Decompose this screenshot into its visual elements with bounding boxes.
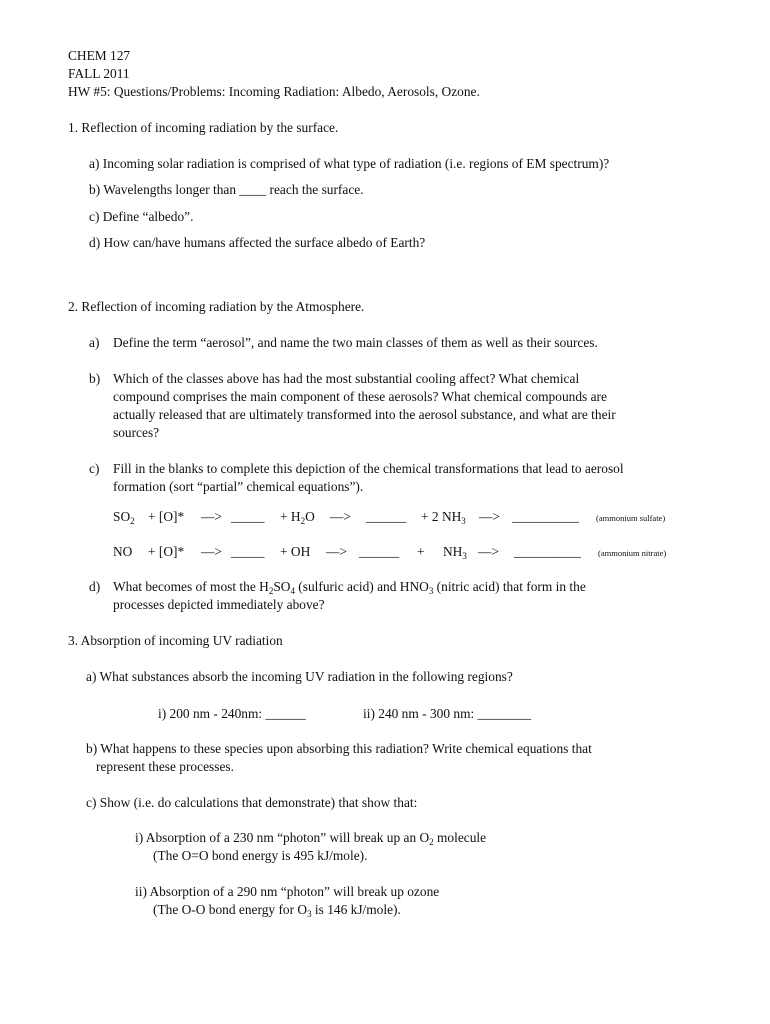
q3-c-ii-line-1: ii) Absorption of a 290 nm “photon” will break up ozone xyxy=(135,884,440,899)
q3-c-ii-line-2: (The O-O bond energy for $O_3$ is 146 kJ/mole). xyxy=(153,902,401,919)
q2-a-label: a) xyxy=(89,335,100,350)
q3-part-b-line-2: represent these processes. xyxy=(96,759,234,774)
q3-a-ii: ii) 240 nm - 300 nm: ________ xyxy=(363,706,532,721)
eq2-ammonia: $NH_3$ xyxy=(443,544,467,561)
eq1-ammonia: + 2 $NH_3$ xyxy=(421,509,466,526)
eq1-oxygen: + [O]* xyxy=(148,509,185,524)
eq1-so2: $SO_2$ xyxy=(113,509,135,526)
eq1-blank-1: _____ xyxy=(231,509,265,524)
eq1-arrow-3: —> xyxy=(479,509,500,524)
equation-sulfate xyxy=(113,508,135,526)
q1-part-a: a) Incoming solar radiation is comprised of what type of radiation (i.e. regions of EM spectrum)? xyxy=(89,156,610,171)
q2-b-line: Which of the classes above has had the most substantial cooling affect? What chemical xyxy=(113,371,580,386)
eq2-hydroxyl: + OH xyxy=(280,544,311,559)
eq1-arrow-1: —> xyxy=(201,509,222,524)
q2-c-line: Fill in the blanks to complete this depiction of the chemical transformations that lead to aerosol xyxy=(113,461,624,476)
q1-part-c: c) Define “albedo”. xyxy=(89,209,194,224)
q1-part-b: b) Wavelengths longer than ____ reach the surface. xyxy=(89,182,364,197)
q3-c-i-line-1: i) Absorption of a 230 nm “photon” will break up an $O_2$ molecule xyxy=(135,830,487,847)
eq2-oxygen: + [O]* xyxy=(148,544,185,559)
eq2-blank-2: ______ xyxy=(359,544,400,559)
eq1-blank-3: __________ xyxy=(512,509,579,524)
q2-b-line: compound comprises the main component of these aerosols? What chemical compounds are xyxy=(113,389,607,404)
eq1-note: (ammonium sulfate) xyxy=(596,513,666,523)
eq1-water: + $H_2O$ xyxy=(280,509,315,526)
q1-heading: 1. Reflection of incoming radiation by the surface. xyxy=(68,120,339,135)
q2-a-line: Define the term “aerosol”, and name the two main classes of them as well as their sources. xyxy=(113,335,598,350)
eq2-arrow-1: —> xyxy=(201,544,222,559)
homework-title: HW #5: Questions/Problems: Incoming Radiation: Albedo, Aerosols, Ozone. xyxy=(68,84,480,99)
q2-b-label: b) xyxy=(89,371,101,386)
eq2-arrow-2: —> xyxy=(326,544,347,559)
term: FALL 2011 xyxy=(68,66,130,81)
q2-d-label: d) xyxy=(89,579,101,594)
eq2-arrow-3: —> xyxy=(478,544,499,559)
q3-part-a: a) What substances absorb the incoming UV radiation in the following regions? xyxy=(86,669,513,684)
eq1-arrow-2: —> xyxy=(330,509,351,524)
q3-part-c: c) Show (i.e. do calculations that demonstrate) that show that: xyxy=(86,795,418,810)
eq2-blank-1: _____ xyxy=(231,544,265,559)
eq2-blank-3: __________ xyxy=(514,544,581,559)
eq1-blank-2: ______ xyxy=(366,509,407,524)
eq2-plus: + xyxy=(417,544,425,559)
q2-heading: 2. Reflection of incoming radiation by the Atmosphere. xyxy=(68,299,365,314)
q2-c-line: formation (sort “partial” chemical equations”). xyxy=(113,479,364,494)
eq2-no: NO xyxy=(113,544,133,559)
q3-heading: 3. Absorption of incoming UV radiation xyxy=(68,633,283,648)
q2-c-label: c) xyxy=(89,461,100,476)
q2-d-line-1: What becomes of most the $H_2SO_4$ (sulfuric acid) and $HNO_3$ (nitric acid) that form in the xyxy=(113,579,586,596)
eq2-note: (ammonium nitrate) xyxy=(598,548,667,558)
q3-a-i: i) 200 nm - 240nm: ______ xyxy=(158,706,306,721)
q2-b-line: actually released that are ultimately transformed into the aerosol substance, and what are their xyxy=(113,407,616,422)
q1-part-d: d) How can/have humans affected the surface albedo of Earth? xyxy=(89,235,426,250)
course-name: CHEM 127 xyxy=(68,48,131,63)
q3-part-b-line-1: b) What happens to these species upon absorbing this radiation? Write chemical equations that xyxy=(86,741,592,756)
q2-b-line: sources? xyxy=(113,425,160,440)
q3-c-i-line-2: (The O=O bond energy is 495 kJ/mole). xyxy=(153,848,368,863)
q2-d-line-2: processes depicted immediately above? xyxy=(113,597,325,612)
